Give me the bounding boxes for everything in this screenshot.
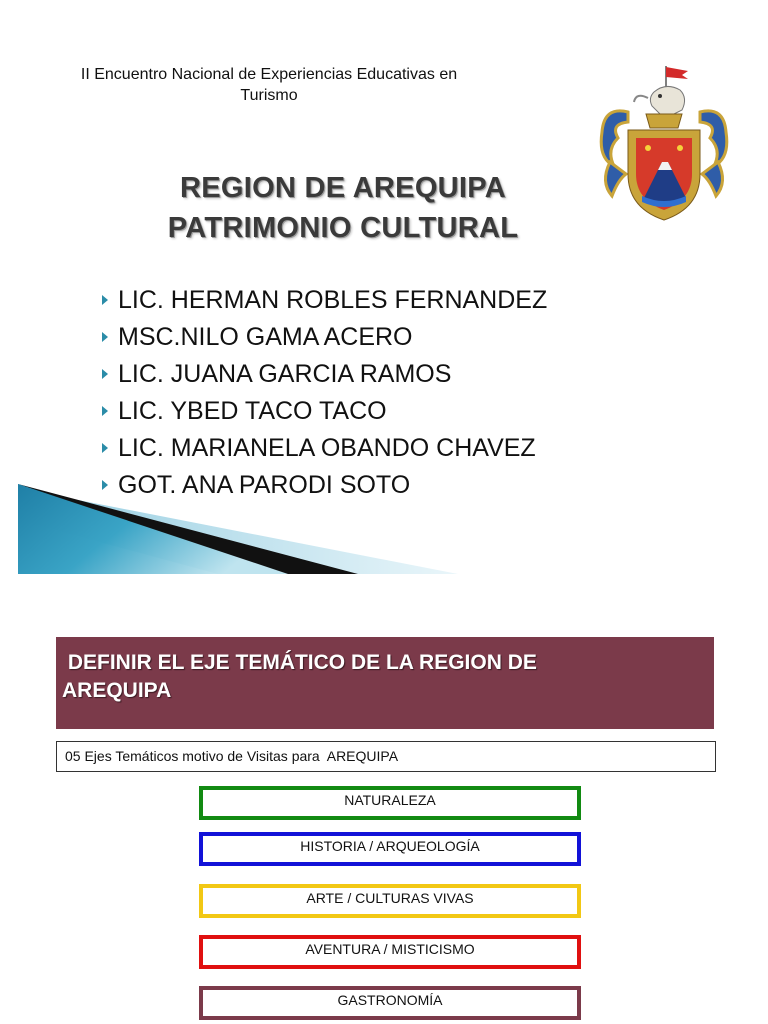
triangle-bullet-icon bbox=[102, 443, 108, 453]
axis-box-naturaleza: NATURALEZA bbox=[199, 786, 581, 820]
triangle-bullet-icon bbox=[102, 332, 108, 342]
triangle-bullet-icon bbox=[102, 295, 108, 305]
axis-box-arte: ARTE / CULTURAS VIVAS bbox=[199, 884, 581, 918]
author-list bbox=[102, 284, 547, 506]
triangle-bullet-icon bbox=[102, 369, 108, 379]
axis-box-historia: HISTORIA / ARQUEOLOGÍA bbox=[199, 832, 581, 866]
axis-box-aventura: AVENTURA / MISTICISMO bbox=[199, 935, 581, 969]
author-name: LIC. YBED TACO TACO bbox=[118, 397, 387, 425]
banner-line-2: AREQUIPA bbox=[62, 679, 172, 702]
author-name: LIC. MARIANELA OBANDO CHAVEZ bbox=[118, 434, 536, 462]
title-line-1: REGION DE AREQUIPA bbox=[179, 172, 507, 204]
author-item bbox=[102, 432, 547, 469]
author-item bbox=[102, 284, 547, 321]
author-name: GOT. ANA PARODI SOTO bbox=[118, 471, 411, 499]
slide-themes bbox=[0, 600, 768, 1024]
author-name: LIC. JUANA GARCIA RAMOS bbox=[118, 360, 452, 388]
author-name: MSC.NILO GAMA ACERO bbox=[118, 323, 413, 351]
author-name: LIC. HERMAN ROBLES FERNANDEZ bbox=[118, 286, 548, 314]
author-item bbox=[102, 321, 547, 358]
event-line-1: II Encuentro Nacional de Experiencias Educativas en bbox=[80, 66, 458, 83]
axis-box-gastronomia: GASTRONOMÍA bbox=[199, 986, 581, 1020]
decorative-wedge bbox=[18, 484, 458, 574]
event-line-2: Turismo bbox=[240, 87, 298, 104]
triangle-bullet-icon bbox=[102, 406, 108, 416]
title-line-2: PATRIMONIO CULTURAL bbox=[167, 212, 519, 244]
section-banner bbox=[56, 637, 714, 729]
author-item bbox=[102, 358, 547, 395]
arequipa-coat-of-arms-icon bbox=[596, 62, 732, 226]
ejes-label-box: 05 Ejes Temáticos motivo de Visitas para AREQUIPA bbox=[56, 741, 716, 772]
event-name bbox=[40, 64, 498, 106]
author-item bbox=[102, 395, 547, 432]
banner-line-1: DEFINIR EL EJE TEMÁTICO DE LA REGION DE bbox=[62, 651, 537, 674]
